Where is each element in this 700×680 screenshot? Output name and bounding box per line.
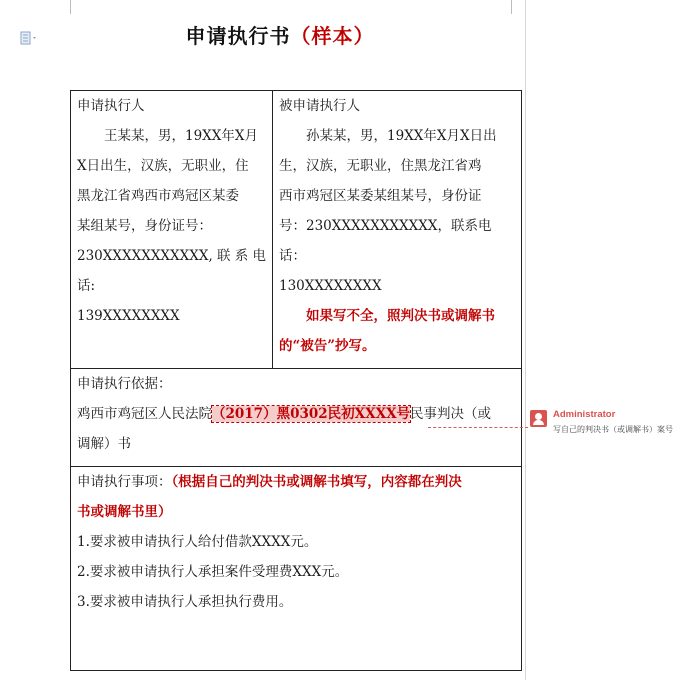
page-margin-mark-left	[70, 0, 71, 14]
applicant-line: 王某某，男，19XX年X月	[104, 128, 259, 144]
case-number-highlight[interactable]: （2017）黑0302民初XXXX号	[212, 406, 411, 422]
comment-text[interactable]: 写自己的判决书（或调解书）案号	[553, 425, 673, 434]
matters-note: （根据自己的判决书或调解书填写，内容都在判决	[171, 474, 462, 490]
comment-author: Administrator	[553, 409, 616, 420]
respondent-line: 号：230XXXXXXXXXXX，联系电话：	[279, 218, 492, 264]
basis-label: 申请执行依据：	[77, 376, 172, 392]
respondent-label: 被申请执行人	[279, 98, 360, 114]
document-title	[0, 20, 560, 49]
comment-pane-divider	[525, 0, 526, 680]
title-main: 申请执行书	[185, 24, 291, 48]
respondent-line: 生，汉族，无职业，住黑龙江省鸡	[279, 158, 482, 174]
matter-item: 1.要求被申请执行人给付借款XXXX元。	[77, 534, 318, 550]
applicant-line: 139XXXXXXXX	[77, 308, 180, 324]
respondent-cell[interactable]	[273, 91, 521, 369]
matters-label: 申请执行事项：	[77, 474, 172, 490]
page-margin-mark-right	[511, 0, 512, 14]
comment-avatar-icon	[530, 410, 547, 427]
application-table	[70, 90, 522, 671]
matters-note-line-2: 书或调解书里）	[77, 504, 172, 520]
applicant-line: 某组某号，身份证号：	[77, 218, 212, 234]
basis-prefix: 鸡西市鸡冠区人民法院	[77, 406, 212, 422]
applicant-line: 230XXXXXXXXXXX,联系电话:	[77, 248, 266, 294]
matter-item: 3.要求被申请执行人承担执行费用。	[77, 594, 293, 610]
applicant-line: X日出生，汉族，无职业，住	[77, 158, 249, 174]
matters-header	[77, 467, 515, 497]
basis-line-2: 调解）书	[77, 436, 131, 452]
respondent-note-line: 的“被告”抄写。	[279, 338, 376, 354]
respondent-line: 130XXXXXXXX	[279, 278, 382, 294]
basis-suffix: 民事判决（或	[410, 406, 492, 422]
title-sample: （样本）	[290, 24, 375, 48]
matter-item: 2.要求被申请执行人承担案件受理费XXX元。	[77, 564, 349, 580]
basis-cell[interactable]	[71, 369, 521, 467]
applicant-label: 申请执行人	[77, 98, 145, 114]
respondent-info	[279, 121, 515, 301]
respondent-line: 西市鸡冠区某委某组某号，身份证	[279, 188, 482, 204]
applicant-info	[77, 121, 266, 331]
applicant-line: 黑龙江省鸡西市鸡冠区某委	[77, 188, 239, 204]
respondent-note	[279, 301, 515, 361]
respondent-note-line: 如果写不全，照判决书或调解书	[306, 308, 495, 324]
applicant-cell[interactable]	[71, 91, 273, 369]
comment-connector-line	[428, 421, 528, 428]
matters-cell[interactable]	[71, 467, 521, 670]
respondent-line: 孙某某，男，19XX年X月X日出	[306, 128, 497, 144]
